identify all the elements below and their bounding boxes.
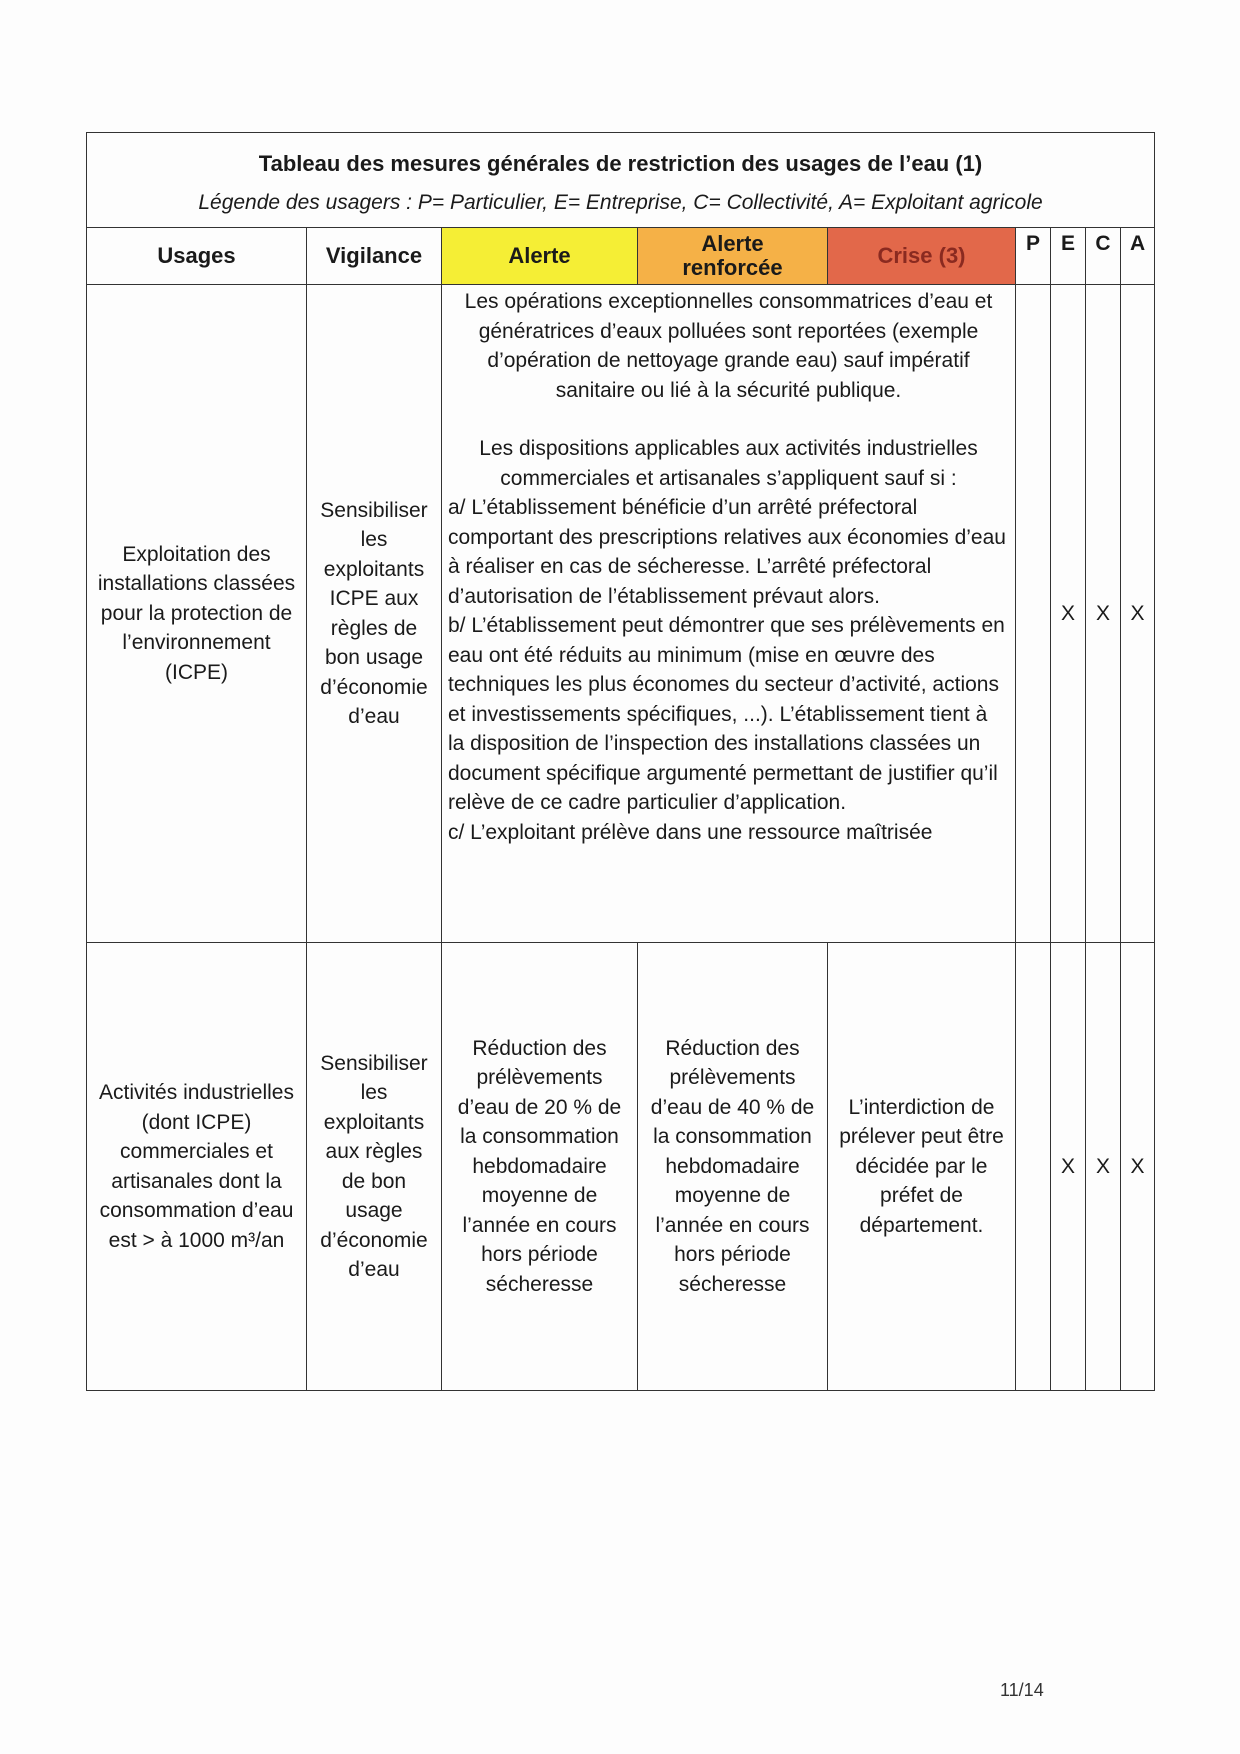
row2-crise: L’interdiction de prélever peut être décidée par le préfet de département. [828, 943, 1016, 1391]
row2-c: X [1086, 943, 1121, 1391]
row1-merged-measures [442, 285, 1016, 943]
row1-usage: Exploitation des installations classées pour la protection de l’environnement (ICPE) [87, 285, 307, 943]
header-alerte-renforcee-line2: renforcée [682, 255, 783, 280]
row1-item-a: a/ L’établissement bénéficie d’un arrêté préfectoral comportant des prescriptions relatives aux économies d’eau à réaliser en cas de sécheresse. L’arrêté préfectoral d’autorisation de l’établissement prévaut alors. [448, 496, 1006, 608]
header-alerte-renforcee [638, 228, 828, 285]
table-title-cell [87, 133, 1155, 228]
row1-a: X [1121, 285, 1155, 943]
row1-vigilance: Sensibiliser les exploitants ICPE aux règles de bon usage d’économie d’eau [307, 285, 442, 943]
row1-item-b: b/ L’établissement peut démontrer que ses prélèvements en eau ont été réduits au minimum (mise en œuvre des techniques les plus économes du secteur d’activité, actions et investissements spécifiques, ...). L’établissement tient à la disposition de l’inspection des installations classées un document spécifique argumenté permettant de justifier qu’il relève de ce cadre particulier d’application. [448, 614, 1005, 814]
row2-p [1016, 943, 1051, 1391]
row2-a: X [1121, 943, 1155, 1391]
row2-vigilance: Sensibiliser les exploitants aux règles de bon usage d’économie d’eau [307, 943, 442, 1391]
header-crise: Crise (3) [828, 228, 1016, 285]
row2-e: X [1051, 943, 1086, 1391]
header-usages: Usages [87, 228, 307, 285]
header-c: C [1086, 228, 1121, 285]
row1-item-c: c/ L’exploitant prélève dans une ressource maîtrisée [448, 820, 933, 844]
header-row [87, 228, 1155, 285]
header-p: P [1016, 228, 1051, 285]
row1-c: X [1086, 285, 1121, 943]
header-a: A [1121, 228, 1155, 285]
table-row-icpe [87, 285, 1155, 943]
row1-paragraph-1: Les opérations exceptionnelles consommatrices d’eau et génératrices d’eaux polluées sont reportées (exemple d’opération de nettoyage grande eau) sauf impératif sanitaire ou lié à la sécurité publique. [464, 290, 993, 402]
row1-p [1016, 285, 1051, 943]
row2-usage: Activités industrielles (dont ICPE) commerciales et artisanales dont la consommation d’eau est > à 1000 m³/an [87, 943, 307, 1391]
restriction-table-frame [86, 132, 1154, 1390]
page-number: 11/14 [1000, 1680, 1044, 1700]
table-title: Tableau des mesures générales de restriction des usages de l’eau (1) [258, 151, 983, 176]
restriction-table [86, 132, 1155, 1391]
header-vigilance: Vigilance [307, 228, 442, 285]
row2-alerte-renforcee: Réduction des prélèvements d’eau de 40 % de la consommation hebdomadaire moyenne de l’année en cours hors période sécheresse [638, 943, 828, 1391]
header-alerte: Alerte [442, 228, 638, 285]
row1-e: X [1051, 285, 1086, 943]
table-row-activites [87, 943, 1155, 1391]
row1-paragraph-2: Les dispositions applicables aux activités industrielles commerciales et artisanales s’appliquent sauf si : [479, 437, 978, 490]
header-alerte-renforcee-line1: Alerte [701, 231, 764, 256]
row2-alerte: Réduction des prélèvements d’eau de 20 % de la consommation hebdomadaire moyenne de l’année en cours hors période sécheresse [442, 943, 638, 1391]
table-legend: Légende des usagers : P= Particulier, E= Entreprise, C= Collectivité, A= Exploitant agricole [198, 191, 1043, 214]
header-e: E [1051, 228, 1086, 285]
